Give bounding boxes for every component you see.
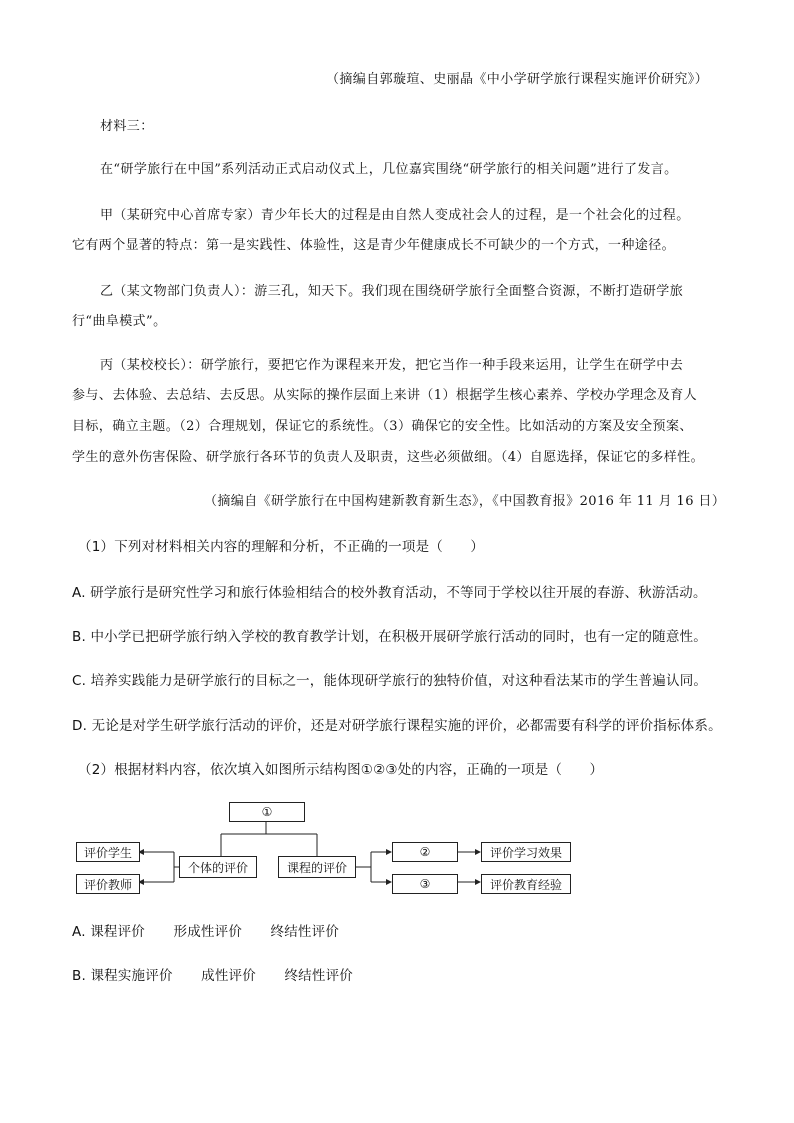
option-a-item-1: 课程评价: [90, 924, 146, 940]
diagram-blank-3: ③: [392, 874, 458, 894]
option-b-item-1: 课程实施评价: [90, 968, 173, 984]
citation-2: （摘编自《研学旅行在中国构建新教育新生态》，《中国教育报》2016 年 11 月 16 日）: [204, 494, 726, 509]
option-b-item-3: 终结性评价: [284, 968, 353, 984]
option-a-item-3: 终结性评价: [270, 924, 340, 940]
question-1-option-a: A. 研学旅行是研究性学习和旅行体验相结合的校外教育活动，不等同于学校以往开展的春游、秋游活动。: [72, 585, 707, 601]
option-b-item-2: 成性评价: [201, 968, 256, 984]
paragraph-2-line-2: 它有两个显著的特点：第一是实践性、体验性，这是青少年健康成长不可缺少的一个方式，一种途径。: [72, 238, 676, 253]
question-1-stem: （1）下列对材料相关内容的理解和分析，不正确的一项是（ ）: [78, 539, 485, 555]
question-1-option-d: D. 无论是对学生研学旅行活动的评价，还是对研学旅行课程实施的评价，必都需要有科学的评价指标体系。: [72, 718, 722, 734]
diagram-evaluate-learning: 评价学习效果: [481, 842, 571, 862]
paragraph-2-line-1: 甲（某研究中心首席专家）青少年长大的过程是由自然人变成社会人的过程，是一个社会化的过程。: [100, 208, 690, 223]
paragraph-4-line-1: 丙（某校校长）：研学旅行，要把它作为课程来开发，把它当作一种手段来运用，让学生在研学中去: [100, 358, 684, 373]
structure-diagram: [72, 798, 582, 898]
question-2-option-b: [72, 964, 353, 984]
citation-1: （摘编自郭璇瑄、史丽晶《中小学研学旅行课程实施评价研究》）: [326, 72, 709, 87]
question-1-option-b: B. 中小学已把研学旅行纳入学校的教育教学计划，在积极开展研学旅行活动的同时，也有一定的随意性。: [72, 629, 707, 645]
paragraph-3-line-2: 行“曲阜模式”。: [72, 314, 167, 329]
option-b-letter: B.: [72, 968, 86, 984]
paragraph-1: 在“研学旅行在中国”系列活动正式启动仪式上，几位嘉宾围绕“研学旅行的相关问题”进行了发言。: [100, 162, 678, 177]
option-a-letter: A.: [72, 924, 86, 940]
question-1-option-c: C. 培养实践能力是研学旅行的目标之一，能体现研学旅行的独特价值，对这种看法某市的学生普遍认同。: [72, 673, 708, 689]
material-3-title: 材料三：: [100, 119, 154, 134]
paragraph-4-line-4: 学生的意外伤害保险、研学旅行各环节的负责人及职责，这些必须做细。（4）自愿选择，保证它的多样性。: [72, 450, 704, 465]
diagram-individual-evaluation: 个体的评价: [179, 856, 257, 878]
paragraph-4-line-3: 目标，确立主题。（2）合理规划，保证它的系统性。（3）确保它的安全性。比如活动的方案及安全预案、: [72, 419, 693, 434]
paragraph-3-line-1: 乙（某文物部门负责人）：游三孔，知天下。我们现在围绕研学旅行全面整合资源，不断打造研学旅: [100, 284, 684, 299]
diagram-evaluate-students: 评价学生: [76, 842, 140, 862]
option-a-item-2: 形成性评价: [173, 924, 243, 940]
diagram-blank-2: ②: [392, 842, 458, 862]
question-2-stem: （2）根据材料内容，依次填入如图所示结构图①②③处的内容，正确的一项是（ ）: [78, 762, 604, 778]
paragraph-4-line-2: 参与、去体验、去总结、去反思。从实际的操作层面上来讲（1）根据学生核心素养、学校办学理念及育人: [72, 388, 698, 403]
diagram-course-evaluation: 课程的评价: [278, 856, 356, 878]
question-2-option-a: [72, 920, 339, 940]
diagram-evaluate-teachers: 评价教师: [76, 874, 140, 894]
diagram-evaluate-experience: 评价教育经验: [481, 874, 571, 894]
diagram-blank-1: ①: [229, 802, 305, 822]
